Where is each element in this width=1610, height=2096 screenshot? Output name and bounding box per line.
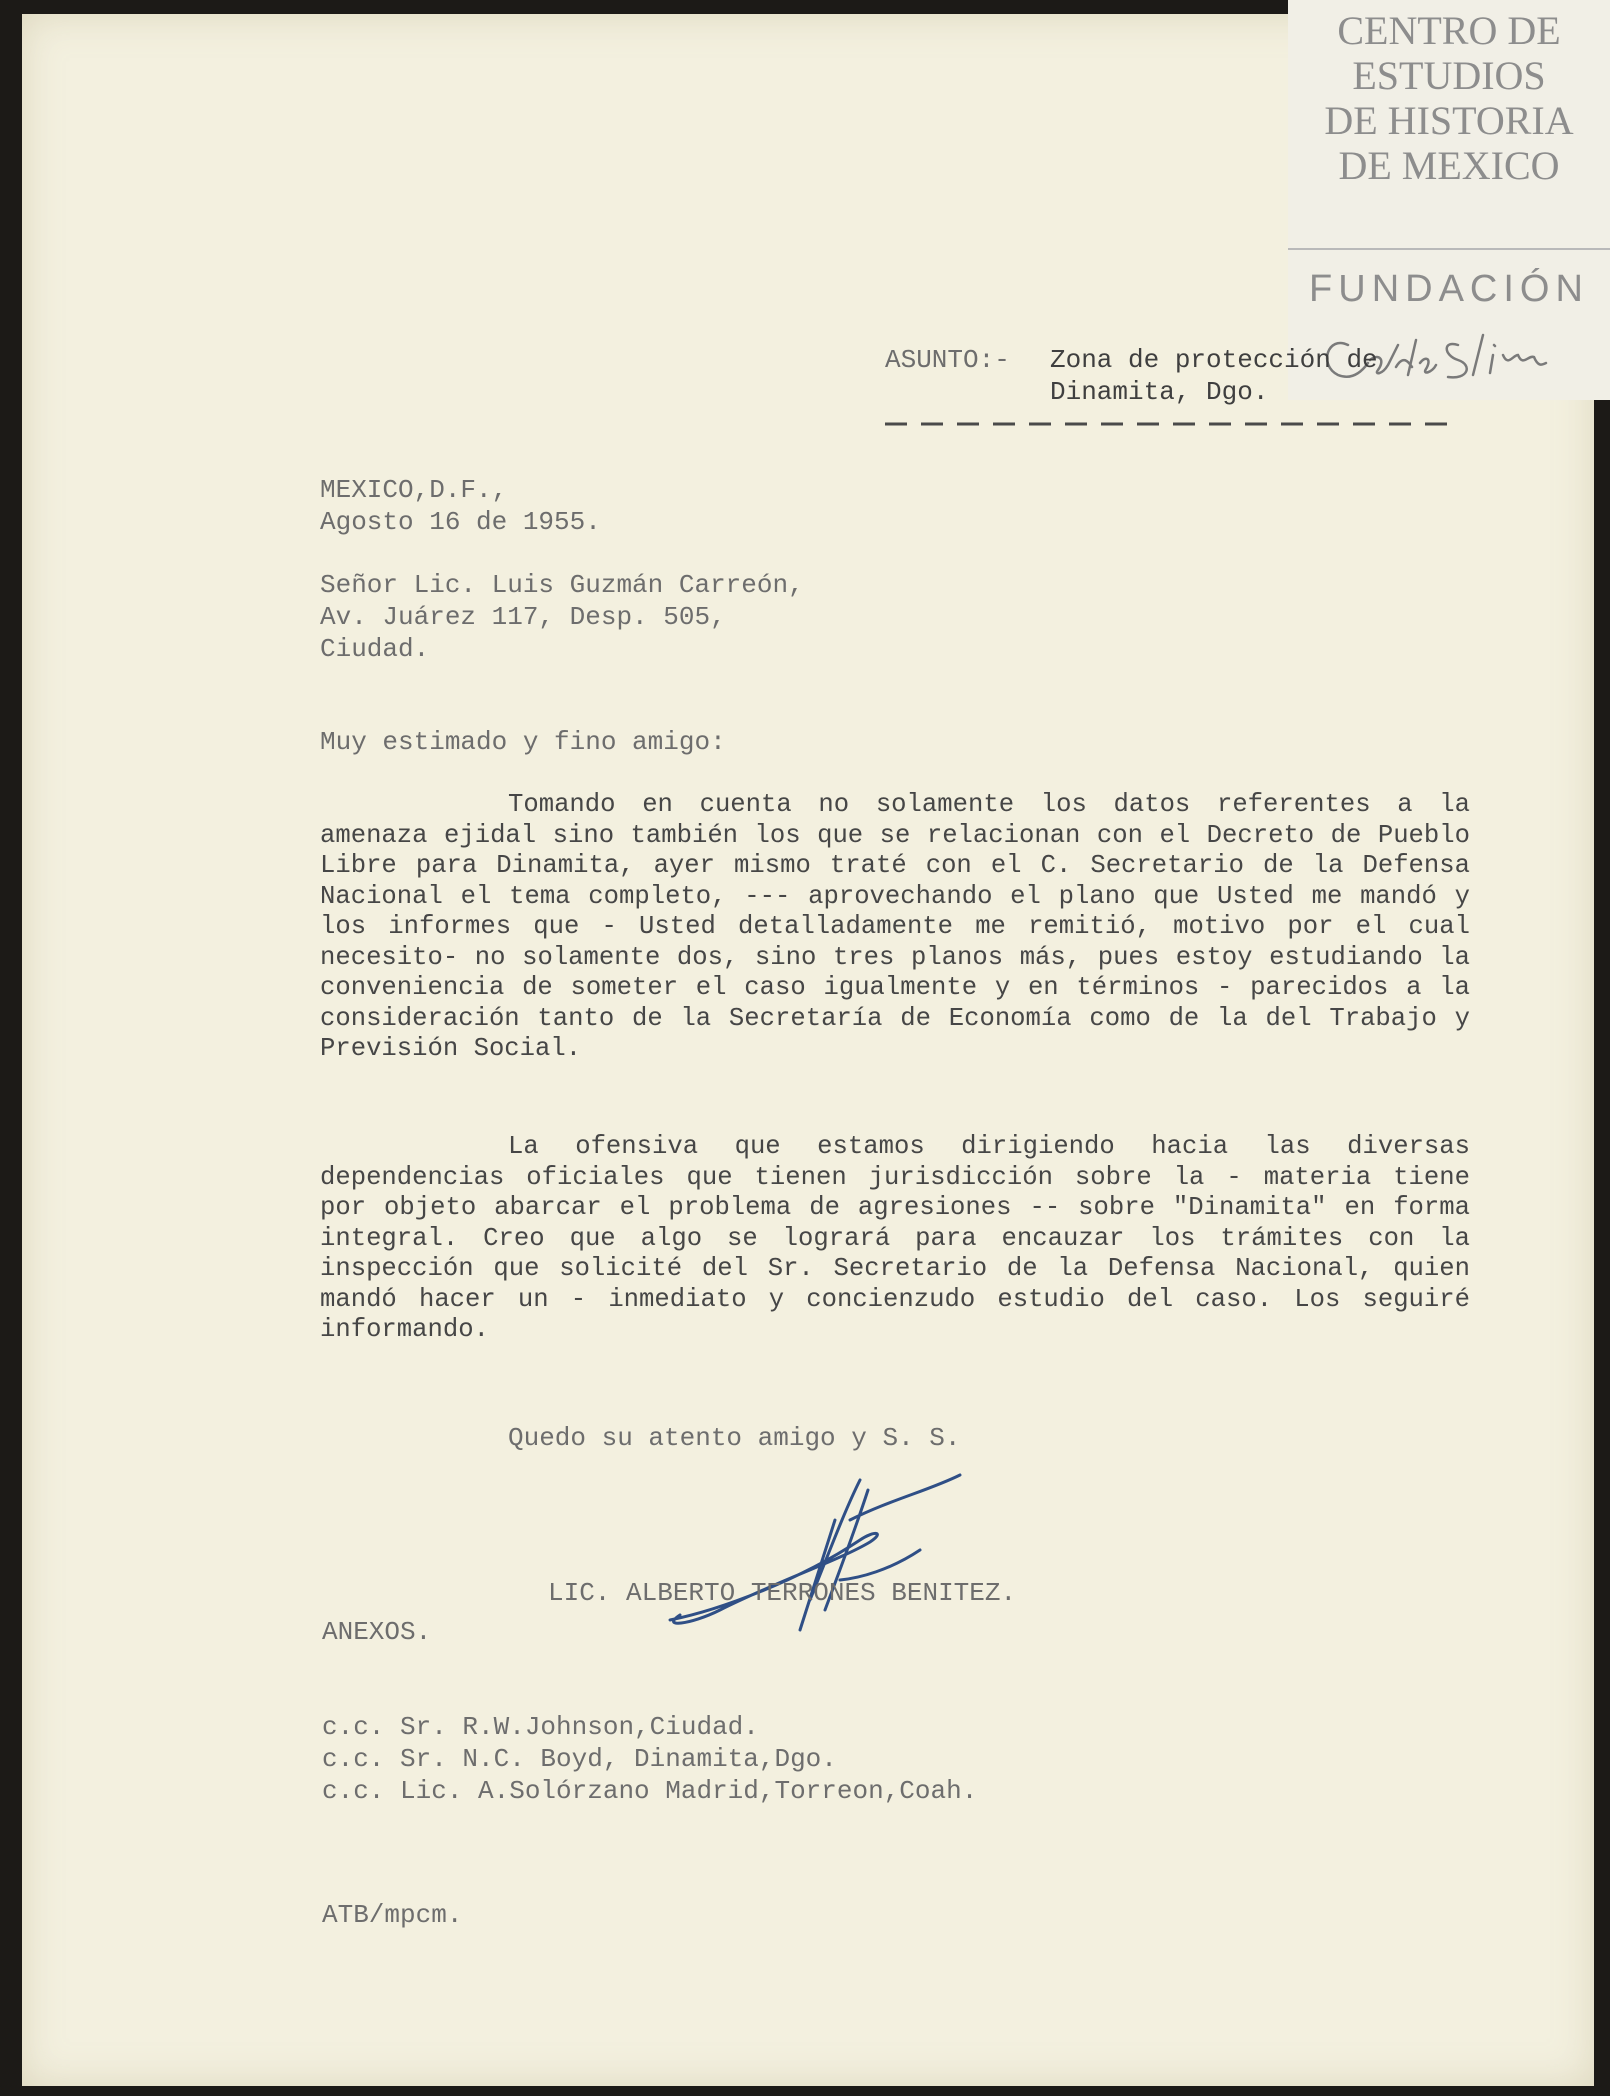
- stamp-line-2: ESTUDIOS: [1352, 53, 1546, 98]
- recipient-address: Av. Juárez 117, Desp. 505,: [320, 602, 726, 632]
- stamp-foundation: FUNDACIÓN: [1309, 268, 1589, 310]
- cc-line-1: c.c. Sr. R.W.Johnson,Ciudad.: [322, 1712, 759, 1742]
- body-paragraph-1: Tomando en cuenta no solamente los datos referentes a la amenaza ejidal sino también los que se relacionan con el Decreto de Pueblo Libre para Dinamita, ayer mismo traté con el C. Secretario de la Defensa Nacional el tema completo, --- aprovechando el plano que Usted me mandó y los informes que - Usted detalladamente me remitió, motivo por el cual necesito- no solamente dos, sino tres planos más, pues estoy estudiando la conveniencia de someter el caso igualmente y en términos - parecidos a la consideración tanto de la Secretaría de Economía como de la del Trabajo y Previsión Social.: [320, 790, 1470, 1063]
- stamp-line-3: DE HISTORIA: [1324, 98, 1574, 143]
- subject-line-2: Dinamita, Dgo.: [1050, 377, 1269, 407]
- place: MEXICO,D.F.,: [320, 475, 508, 505]
- subject-label: ASUNTO:-: [885, 345, 1010, 375]
- date: Agosto 16 de 1955.: [320, 507, 601, 537]
- archive-stamp: [1288, 0, 1610, 400]
- recipient-city: Ciudad.: [320, 634, 430, 664]
- subject-line-1: Zona de protección de: [1050, 345, 1378, 375]
- handwritten-signature: [660, 1460, 1000, 1635]
- typist-initials: ATB/mpcm.: [322, 1900, 463, 1930]
- subject-underline: [885, 420, 1453, 428]
- annexes: ANEXOS.: [322, 1617, 432, 1647]
- cc-line-3: c.c. Lic. A.Solórzano Madrid,Torreon,Coah.: [322, 1776, 978, 1806]
- stamp-divider: [1288, 248, 1610, 250]
- stamp-line-1: CENTRO DE: [1337, 8, 1561, 53]
- cc-line-2: c.c. Sr. N.C. Boyd, Dinamita,Dgo.: [322, 1744, 837, 1774]
- body-paragraph-2: La ofensiva que estamos dirigiendo hacia las diversas dependencias oficiales que tienen jurisdicción sobre la - materia tiene por objeto abarcar el problema de agresiones -- sobre "Dinamita" en forma integral. Creo que algo se logrará para encauzar los trámites con la inspección que solicité del Sr. Secretario de la Defensa Nacional, quien mandó hacer un - inmediato y concienzudo estudio del caso. Los seguiré informando.: [320, 1132, 1470, 1344]
- closing: Quedo su atento amigo y S. S.: [508, 1423, 961, 1453]
- signer-name: LIC. ALBERTO TERRONES BENITEZ.: [548, 1578, 1017, 1608]
- stamp-line-4: DE MEXICO: [1338, 143, 1560, 188]
- salutation: Muy estimado y fino amigo:: [320, 727, 726, 757]
- recipient-name: Señor Lic. Luis Guzmán Carreón,: [320, 570, 804, 600]
